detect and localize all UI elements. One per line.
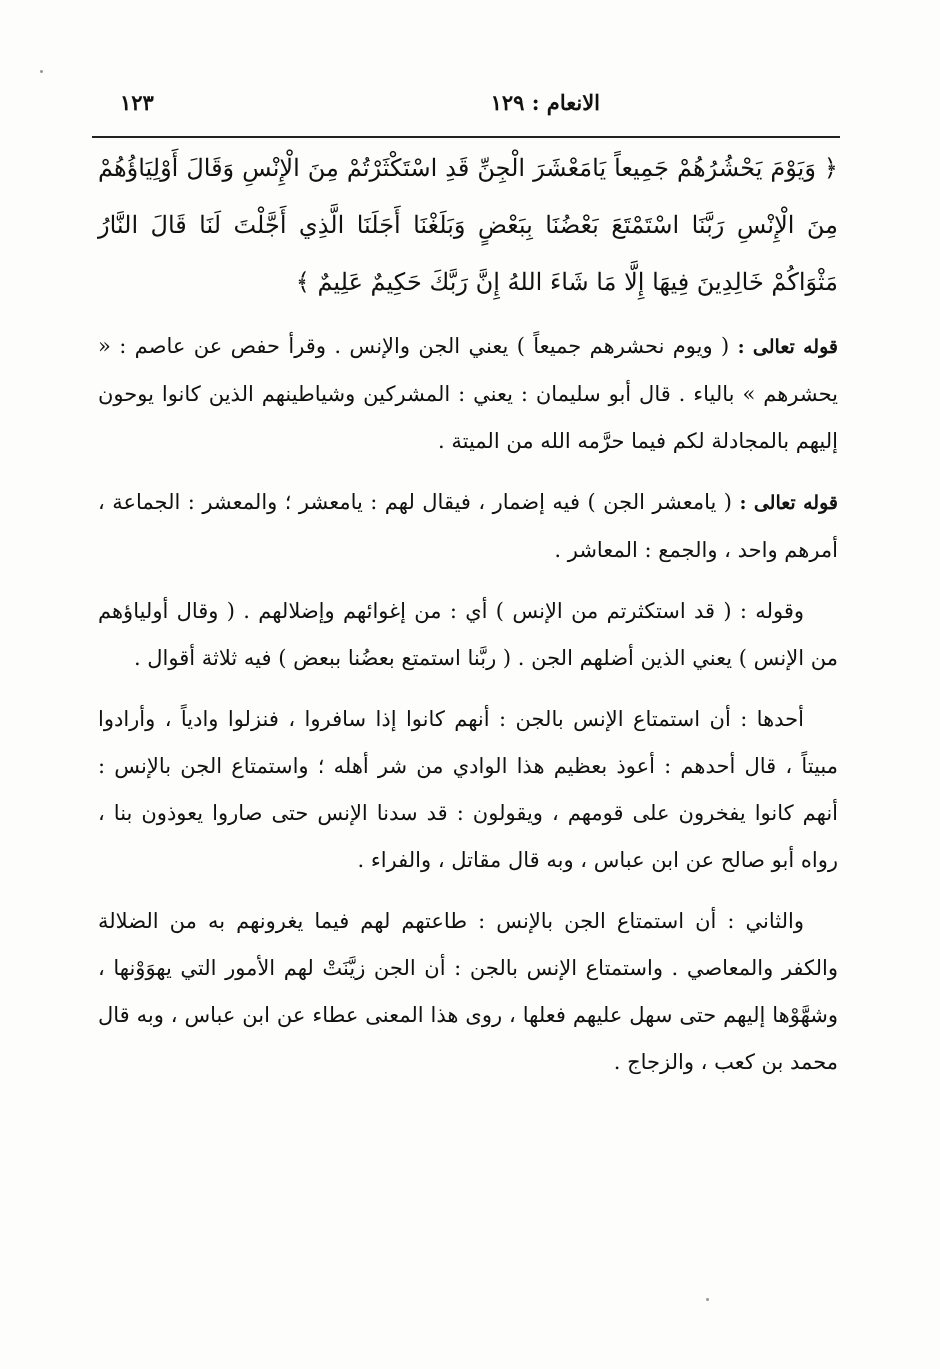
paragraph-1-text: ( ويوم نحشرهم جميعاً ) يعني الجن والإنس . وقرأ حفص عن عاصم : « يحشرهم » بالياء . قال أبو سليمان : يعني : المشركين وشياطينهم الذين كانوا يوحون إليهم بالمجادلة لكم فيما حرَّمه الله من الميتة . — [98, 334, 838, 453]
page-number: ١٢٣ — [120, 90, 154, 115]
scan-speck — [706, 1298, 709, 1301]
paragraph-2-lead: قوله تعالى : — [739, 492, 838, 514]
scan-speck — [40, 70, 43, 73]
page-body — [98, 140, 838, 1092]
paragraph-3-text: وقوله : ( قد استكثرتم من الإنس ) أي : من إغوائهم وإضلالهم . ( وقال أولياؤهم من الإنس ) يعني الذين أضلهم الجن . ( ربَّنا استمتع بعضُنا ببعض ) فيه ثلاثة أقوال . — [98, 599, 838, 670]
header-rule — [92, 136, 840, 138]
paragraph-1 — [98, 323, 838, 465]
paragraph-3 — [98, 588, 838, 682]
paragraph-1-lead: قوله تعالى : — [737, 336, 838, 358]
paragraph-4-text: أحدها : أن استمتاع الإنس بالجن : أنهم كانوا إذا سافروا ، فنزلوا وادياً ، وأرادوا مبيتاً ، قال أحدهم : أعوذ بعظيم هذا الوادي من شر أهله ؛ واستمتاع الجن بالإنس : أنهم كانوا يفخرون على قومهم ، ويقولون : قد سدنا الإنس حتى صاروا يعوذون بنا ، رواه أبو صالح عن ابن عباس ، وبه قال مقاتل ، والفراء . — [98, 707, 838, 872]
paragraph-5 — [98, 898, 838, 1086]
running-head: الانعام : ١٢٩ — [490, 90, 600, 115]
quran-verse: ﴿ وَيَوْمَ يَحْشُرُهُمْ جَمِيعاً يَامَعْشَرَ الْجِنِّ قَدِ اسْتَكْثَرْتُمْ مِنَ الْإِنْسِ وَقَالَ أَوْلِيَاؤُهُمْ مِنَ الْإِنْسِ رَبَّنَا اسْتَمْتَعَ بَعْضُنَا بِبَعْضٍ وَبَلَغْنَا أَجَلَنَا الَّذِي أَجَّلْتَ لَنَا قَالَ النَّارُ مَثْوَاكُمْ خَالِدِينَ فِيهَا إِلَّا مَا شَاءَ اللهُ إِنَّ رَبَّكَ حَكِيمٌ عَلِيمٌ ﴾ — [98, 154, 838, 296]
paragraph-5-text: والثاني : أن استمتاع الجن بالإنس : طاعتهم لهم فيما يغرونهم به من الضلالة والكفر والمعاصي . واستمتاع الإنس بالجن : أن الجن زيَّنَتْ لهم الأمور التي يهوَوْنها ، وشهَّوْها إليهم حتى سهل عليهم فعلها ، روى هذا المعنى عطاء عن ابن عباس ، وبه قال محمد بن كعب ، والزجاج . — [98, 909, 838, 1074]
page-header — [100, 90, 840, 130]
paragraph-4 — [98, 696, 838, 884]
paragraph-2-text: ( يامعشر الجن ) فيه إضمار ، فيقال لهم : يامعشر ؛ والمعشر : الجماعة ، أمرهم واحد ، والجمع : المعاشر . — [98, 490, 838, 562]
paragraph-2 — [98, 479, 838, 574]
